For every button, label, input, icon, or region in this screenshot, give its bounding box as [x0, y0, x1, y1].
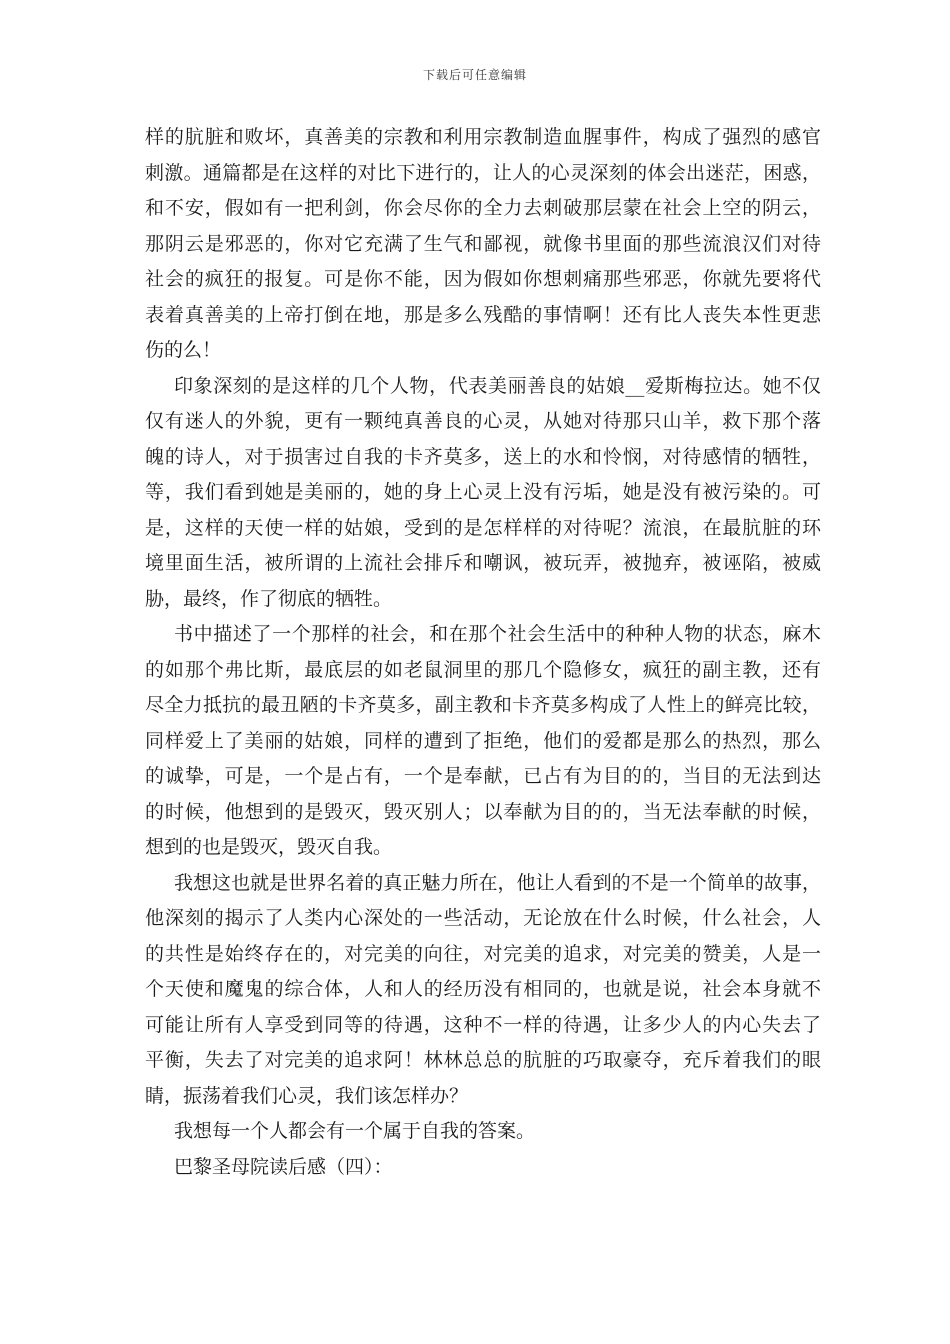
text-line: 尽全力抵抗的最丑陋的卡齐莫多，副主教和卡齐莫多构成了人性上的鲜亮比较， — [145, 694, 821, 716]
text-line: 我想这也就是世界名着的真正魅力所在，他让人看到的不是一个简单的故事， — [174, 871, 821, 894]
text-line: 魄的诗人，对于损害过自我的卡齐莫多，送上的水和怜悯，对待感情的牺牲， — [145, 445, 821, 468]
text-line: 的如那个弗比斯，最底层的如老鼠洞里的那几个隐修女，疯狂的副主教，还有 — [145, 658, 821, 681]
text-line: 睛，振荡着我们心灵，我们该怎样办？ — [145, 1084, 469, 1107]
text-line: 刺激。通篇都是在这样的对比下进行的，让人的心灵深刻的体会出迷茫，困惑， — [145, 161, 821, 184]
text-line: 那阴云是邪恶的，你对它充满了生气和鄙视，就像书里面的那些流浪汉们对待 — [145, 232, 821, 255]
text-line: 的共性是始终存在的，对完美的向往，对完美的追求，对完美的赞美，人是一 — [145, 942, 821, 965]
text-line: 同样爱上了美丽的姑娘，同样的遭到了拒绝，他们的爱都是那么的热烈，那么 — [145, 729, 821, 752]
text-line: 境里面生活，被所谓的上流社会排斥和嘲讽，被玩弄，被抛弃，被诬陷，被威 — [145, 552, 821, 574]
text-line: 表着真善美的上帝打倒在地，那是多么残酷的事情啊！还有比人丧失本性更悲 — [145, 303, 821, 326]
text-line: 的时候，他想到的是毁灭，毁灭别人；以奉献为目的的，当无法奉献的时候， — [145, 800, 821, 823]
text-line: 是，这样的天使一样的姑娘，受到的是怎样样的对待呢？流浪，在最肮脏的环 — [145, 516, 821, 539]
page-header-note: 下载后可任意编辑 — [422, 68, 527, 82]
text-line: 的诚挚，可是，一个是占有，一个是奉献，已占有为目的的，当目的无法到达 — [145, 765, 821, 787]
paragraph — [145, 866, 821, 1115]
text-line: 个天使和魔鬼的综合体，人和人的经历没有相同的，也就是说，社会本身就不 — [145, 978, 821, 1000]
text-line: 仅有迷人的外貌，更有一颗纯真善良的心灵，从她对待那只山羊，救下那个落 — [145, 410, 821, 432]
text-line: 和不安，假如有一把利剑，你会尽你的全力去刺破那层蒙在社会上空的阴云， — [145, 197, 821, 219]
text-line: 我想每一个人都会有一个属于自我的答案。 — [174, 1120, 536, 1142]
paragraph — [145, 369, 821, 618]
document-body — [145, 120, 821, 1185]
paragraph — [145, 1114, 821, 1150]
text-line: 伤的么！ — [145, 339, 222, 361]
text-line: 平衡，失去了对完美的追求阿！林林总总的肮脏的巧取豪夺，充斥着我们的眼 — [145, 1049, 821, 1071]
text-line: 社会的疯狂的报复。可是你不能，因为假如你想刺痛那些邪恶，你就先要将代 — [145, 268, 821, 290]
text-line: 书中描述了一个那样的社会，和在那个社会生活中的种种人物的状态，麻木 — [174, 623, 821, 645]
text-line: 样的肮脏和败坏，真善美的宗教和利用宗教制造血腥事件，构成了强烈的感官 — [145, 126, 821, 148]
section-heading: 巴黎圣母院读后感（四）： — [174, 1155, 393, 1178]
text-line: 想到的也是毁灭，毁灭自我。 — [145, 836, 393, 858]
paragraph — [145, 1150, 821, 1186]
paragraph — [145, 617, 821, 866]
text-line: 可能让所有人享受到同等的待遇，这种不一样的待遇，让多少人的内心失去了 — [145, 1013, 821, 1036]
paragraph — [145, 120, 821, 369]
text-line: 印象深刻的是这样的几个人物，代表美丽善良的姑娘__爱斯梅拉达。她不仅 — [174, 374, 821, 397]
text-line: 他深刻的揭示了人类内心深处的一些活动，无论放在什么时候，什么社会，人 — [145, 907, 821, 929]
text-line: 等，我们看到她是美丽的，她的身上心灵上没有污垢，她是没有被污染的。可 — [145, 481, 821, 503]
text-line: 胁，最终，作了彻底的牺牲。 — [145, 587, 393, 610]
